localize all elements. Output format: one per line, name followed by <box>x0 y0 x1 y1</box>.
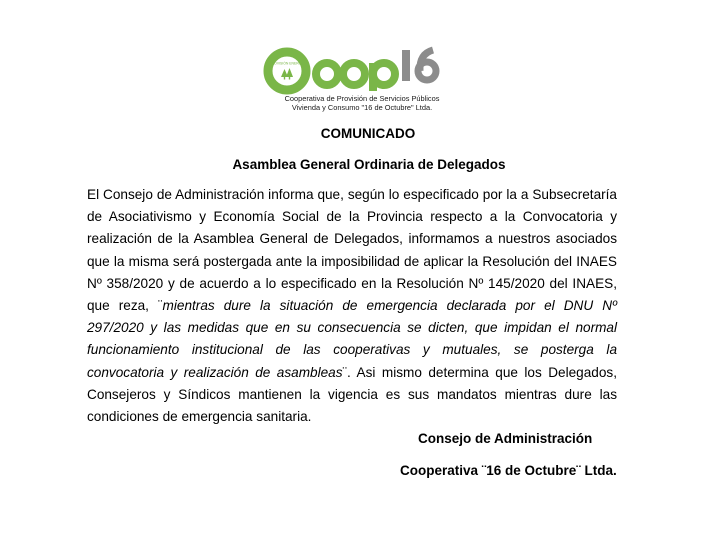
signature-cooperative: Cooperativa ¨16 de Octubre¨ Ltda. <box>400 463 617 478</box>
body-line-9-quote: convocatoria y realización de asambleas <box>87 364 343 380</box>
logo-tagline-1: Cooperativa de Provisión de Servicios Públicos <box>284 94 440 103</box>
signature-council: Consejo de Administración <box>418 431 593 446</box>
body-line-11: condiciones de emergencia sanitaria. <box>87 409 312 425</box>
body-line-7 <box>87 317 617 339</box>
body-line-2: de Asociativismo y Economía Social de la Provincia respecto a la Convocatoria y <box>87 209 617 225</box>
body-line-1: El Consejo de Administración informa que, según lo especificado por la a Subsecretaría <box>87 187 617 202</box>
logo-tagline-2: Vivienda y Consumo "16 de Octubre" Ltda. <box>291 103 433 112</box>
body-line-6-plain: que reza, ¨ <box>87 298 163 314</box>
document-body <box>87 184 617 428</box>
body-line-5: Nº 358/2020 y de acuerdo a lo especificado en la Resolución Nº 145/2020 del INAES, <box>87 275 617 291</box>
document-subtitle: Asamblea General Ordinaria de Delegados <box>232 157 506 172</box>
body-line-8 <box>87 339 617 361</box>
body-line-8-quote: funcionamiento institucional de las cooperativas y mutuales, se posterga la <box>87 342 617 358</box>
body-line-9-plain: ¨. Asi mismo determina que los Delegados, <box>342 364 617 380</box>
logo-badge-text: PROVISIÓN ENERGÍA <box>269 61 305 66</box>
document-title: COMUNICADO <box>320 126 416 141</box>
body-line-6-quote: mientras dure la situación de emergencia declarada por el DNU Nº <box>162 298 617 314</box>
coop16-logo-mark <box>262 44 452 96</box>
body-line-10: Consejeros y Síndicos mantienen la vigencia es sus mandatos mientras dure las <box>87 386 617 402</box>
body-line-7-quote: 297/2020 y las medidas que en su consecuencia se dicten, que impidan el normal <box>87 320 617 336</box>
coop16-logo <box>262 44 462 120</box>
body-line-3: realización de la Asamblea General de Delegados, informamos a nuestros asociados <box>87 231 617 247</box>
body-line-6 <box>87 295 617 317</box>
body-line-4: que la misma será postergada ante la imposibilidad de aplicar la Resolución del INAES <box>87 253 617 269</box>
body-line-9 <box>87 362 617 384</box>
